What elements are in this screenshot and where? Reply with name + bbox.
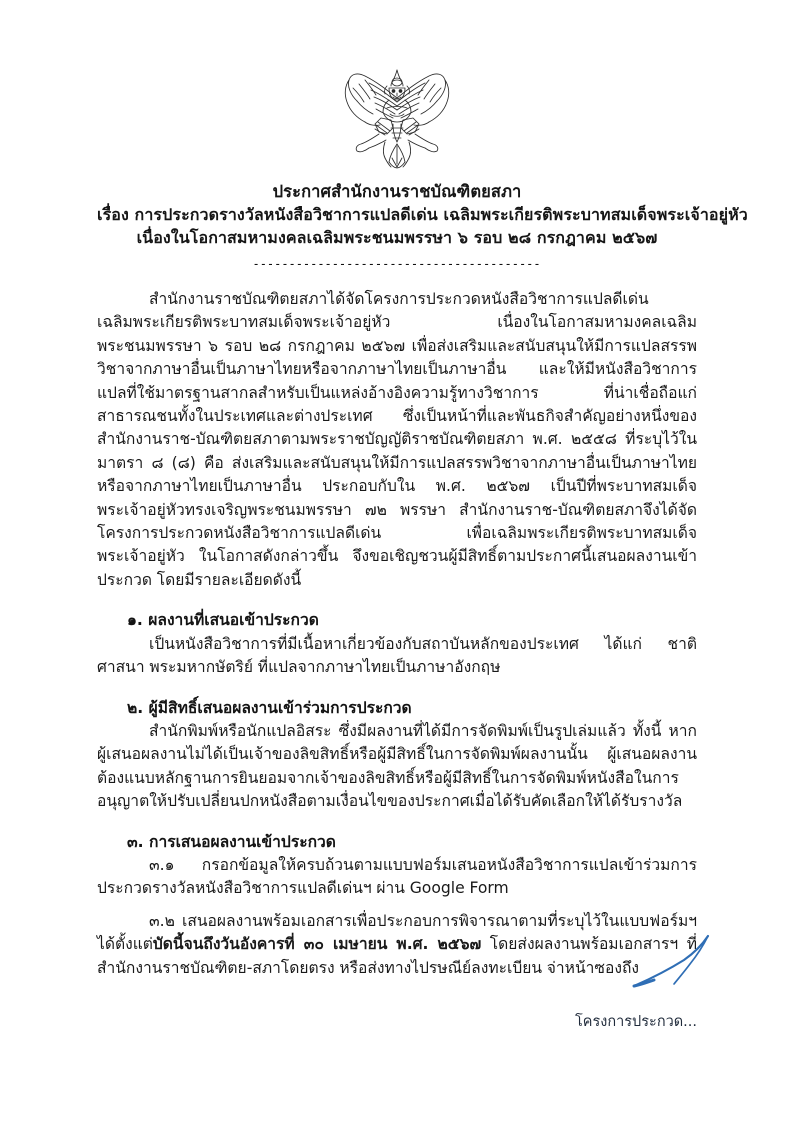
section-3-item-1: ๓.๑ กรอกข้อมูลให้ครบถ้วนตามแบบฟอร์มเสนอหนังสือวิชาการแปลเข้าร่วมการประกวดรางวัลหนังสือวิชาการแปลดีเด่นฯ ผ่าน Google Form [97,855,697,898]
section-3-heading: ๓. การเสนอผลงานเข้าประกวด [127,832,336,851]
section-3-deadline: บัดนี้จนถึงวันอังคารที่ ๓๐ เมษายน พ.ศ. ๒๕๖๗ [152,935,482,954]
section-2-body: สำนักพิมพ์หรือนักแปลอิสระ ซึ่งมีผลงานที่ได้มีการจัดพิมพ์เป็นรูปเล่มแล้ว ทั้งนี้ หากผู้เสนอผลงานไม่ได้เป็นเจ้าของลิขสิทธิ์หรือผู้มีสิทธิ์ในการจัดพิมพ์ผลงานนั้น ผู้เสนอผลงานต้องแนบหลักฐานการยินยอมจากเจ้าของลิขสิทธิ์หรือผู้มีสิทธิ์ในการจัดพิมพ์หนังสือในการอนุญาตให้ปรับเปลี่ยนปกหนังสือตามเงื่อนไขของประกาศเมื่อได้รับคัดเลือกให้ได้รับรางวัล [97,721,697,811]
section-3-item-2-part2: โดยส่งผลงานพร้อมเอกสารฯ ที่สำนักงานราชบัณฑิตย-สภาโดยตรง หรือส่งทางไปรษณีย์ลงทะเบียน จ่าหน้าซองถึง [97,935,697,977]
emblem-container [0,62,794,174]
dashed-separator: ---------------------------------------- [252,257,542,272]
heading-line-3: เนื่องในโอกาสมหามงคลเฉลิมพระชนมพรรษา ๖ รอบ ๒๘ กรกฎาคม ๒๕๖๗ [136,228,658,247]
footer-note: โครงการประกวด... [574,1014,697,1030]
section-2-heading: ๒. ผู้มีสิทธิ์เสนอผลงานเข้าร่วมการประกวด [127,698,412,717]
separator-container [0,253,794,272]
garuda-emblem [335,62,459,174]
document-heading [97,180,748,249]
ink-signature-mark [628,930,738,1006]
heading-line-2: เรื่อง การประกวดรางวัลหนังสือวิชาการแปลดีเด่น เฉลิมพระเกียรติพระบาทสมเด็จพระเจ้าอยู่หัว [97,205,748,224]
section-3-item-2-part1: ๓.๒ เสนอผลงานพร้อมเอกสารเพื่อประกอบการพิจารณาตามที่ระบุไว้ในแบบฟอร์มฯ ได้ตั้งแต่ [97,911,697,954]
section-3-item-2 [97,910,697,980]
heading-line-1: ประกาศสำนักงานราชบัณฑิตยสภา [272,182,522,201]
signature-container [628,930,738,1006]
document-body [97,288,697,980]
preamble-paragraph: สำนักงานราชบัณฑิตยสภาได้จัดโครงการประกวดหนังสือวิชาการแปลดีเด่น เฉลิมพระเกียรติพระบาทสมเด็จพระเจ้าอยู่หัว เนื่องในโอกาสมหามงคลเฉลิมพระชนมพรรษา ๖ รอบ ๒๘ กรกฎาคม ๒๕๖๗ เพื่อส่งเสริมและสนับสนุนให้มีการแปลสรรพวิชาจากภาษาอื่นเป็นภาษาไทยหรือจากภาษาไทยเป็นภาษาอื่น และให้มีหนังสือวิชาการแปลที่ใช้มาตรฐานสากลสำหรับเป็นแหล่งอ้างอิงความรู้ทางวิชาการ ที่น่าเชื่อถือแก่สาธารณชนทั้งในประเทศและต่างประเทศ ซึ่งเป็นหน้าที่และพันธกิจสำคัญอย่างหนึ่งของสำนักงานราช-บัณฑิตยสภาตามพระราชบัญญัติราชบัณฑิตยสภา พ.ศ. ๒๕๕๘ ที่ระบุไว้ในมาตรา ๘ (๘) คือ ส่งเสริมและสนับสนุนให้มีการแปลสรรพวิชาจากภาษาอื่นเป็นภาษาไทยหรือจากภาษาไทยเป็นภาษาอื่น ประกอบกับใน พ.ศ. ๒๕๖๗ เป็นปีที่พระบาทสมเด็จพระเจ้าอยู่หัวทรงเจริญพระชนมพรรษา ๗๒ พรรษา สำนักงานราช-บัณฑิตยสภาจึงได้จัดโครงการประกวดหนังสือวิชาการแปลดีเด่น เพื่อเฉลิมพระเกียรติพระบาทสมเด็จพระเจ้าอยู่หัว ในโอกาสดังกล่าวขึ้น จึงขอเชิญชวนผู้มีสิทธิ์ตามประกาศนี้เสนอผลงานเข้าประกวด โดยมีรายละเอียดดังนี้ [97,290,697,589]
section-1-body: เป็นหนังสือวิชาการที่มีเนื้อหาเกี่ยวข้องกับสถาบันหลักของประเทศ ได้แก่ ชาติ ศาสนา พระมหากษัตริย์ ที่แปลจากภาษาไทยเป็นภาษาอังกฤษ [97,634,697,677]
section-1-heading: ๑. ผลงานที่เสนอเข้าประกวด [127,611,319,630]
